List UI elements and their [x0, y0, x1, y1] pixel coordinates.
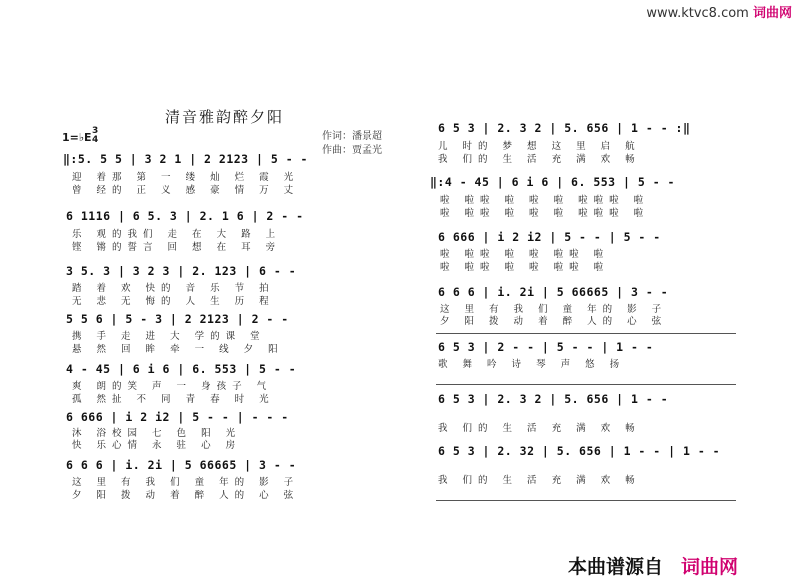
- composer-credit: 作曲：贾孟光: [322, 145, 382, 156]
- site-name: 词曲网: [752, 6, 792, 21]
- lyric-line-1: 沐 浴校园 七 色 阳 光: [72, 428, 242, 439]
- lyric-line-2: 夕 阳 拨 动 着 醉 人的 心 弦: [72, 490, 300, 501]
- lyric-line-1: 携 手 走 进 大 学的课 堂: [72, 331, 266, 342]
- lyric-line-1: 歌 舞 吟 诗 琴 声 悠 扬: [438, 359, 626, 370]
- lyric-line-1: 乐 观的我们 走 在 大 路 上: [72, 229, 282, 240]
- footer-brand: 词曲网: [681, 556, 739, 578]
- lyric-line-2: 孤 然扯 不 同 青 春 时 光: [72, 394, 275, 405]
- lyric-line-2: 无 悲 无 悔的 人 生 历 程: [72, 296, 275, 307]
- notation-line: 6 5 3 | 2. 32 | 5. 656 | 1 - - | 1 - -: [438, 444, 721, 458]
- site-url[interactable]: [646, 2, 792, 21]
- notation-line: 6 666 | i 2 i2 | 5 - - | 5 - -: [438, 230, 661, 244]
- slur-line: [436, 384, 736, 385]
- lyric-line-2: 夕 阳 拨 动 着 醉 人的 心 弦: [440, 316, 668, 327]
- notation-line: ‖:4 - 45 | 6 i 6 | 6. 553 | 5 - -: [430, 175, 675, 189]
- footer-text: 本曲谱源自: [568, 556, 664, 578]
- lyric-line-1: 我 们的 生 活 充 满 欢 畅: [438, 475, 641, 486]
- meter-bottom: 4: [92, 135, 99, 145]
- lyric-line-1: 迎 着那 第 一 缕 灿 烂 霞 光: [72, 172, 300, 183]
- lyricist-credit: 作词：潘景超: [322, 131, 382, 142]
- lyric-line-2: 铿 锵的誓言 回 想 在 耳 旁: [72, 242, 282, 253]
- lyric-line-2: 悬 然 回 眸 牵 一 线 夕 阳: [72, 344, 284, 355]
- lyric-line-1: 爽 朗的笑 声 一 身孩子 气: [72, 381, 273, 392]
- lyric-line-1: 我 们的 生 活 充 满 欢 畅: [438, 423, 641, 434]
- meter-top: 3: [92, 126, 99, 136]
- lyric-line-1: 儿 时的 梦 想 这 里 启 航: [438, 141, 641, 152]
- lyric-line-2: 曾 经的 正 义 感 豪 情 万 丈: [72, 185, 300, 196]
- key-signature: 1=♭E: [62, 131, 92, 144]
- notation-line: 5 5 6 | 5 - 3 | 2 2123 | 2 - -: [66, 312, 289, 326]
- footer-source[interactable]: [568, 552, 738, 579]
- notation-line: 3 5. 3 | 3 2 3 | 2. 123 | 6 - -: [66, 264, 297, 278]
- song-title: 清音雅韵醉夕阳: [165, 108, 285, 126]
- site-url-text: www.ktvc8.com: [646, 6, 749, 21]
- notation-line: 6 6 6 | i. 2i | 5 66665 | 3 - -: [438, 285, 669, 299]
- slur-line: [436, 333, 736, 334]
- lyric-line-1: 啦 啦啦 啦 啦 啦啦 啦: [440, 249, 610, 260]
- notation-line: ‖:5. 5 5 | 3 2 1 | 2 2123 | 5 - -: [63, 152, 308, 166]
- notation-line: 4 - 45 | 6 i 6 | 6. 553 | 5 - -: [66, 362, 297, 376]
- notation-line: 6 5 3 | 2 - - | 5 - - | 1 - -: [438, 340, 654, 354]
- notation-line: 6 666 | i 2 i2 | 5 - - | - - -: [66, 410, 289, 424]
- notation-line: 6 5 3 | 2. 3 2 | 5. 656 | 1 - -: [438, 392, 669, 406]
- lyric-line-1: 踏 着 欢 快的 音 乐 节 拍: [72, 283, 275, 294]
- lyric-line-1: 啦 啦啦 啦 啦 啦 啦啦啦 啦: [440, 195, 650, 206]
- slur-line: [436, 500, 736, 501]
- lyric-line-1: 这 里 有 我 们 童 年的 影 子: [440, 304, 668, 315]
- notation-line: 6 5 3 | 2. 3 2 | 5. 656 | 1 - - :‖: [438, 121, 691, 135]
- lyric-line-2: 啦 啦啦 啦 啦 啦啦 啦: [440, 262, 610, 273]
- lyric-line-1: 这 里 有 我 们 童 年的 影 子: [72, 477, 300, 488]
- lyric-line-2: 快 乐心情 永 驻 心 房: [72, 440, 242, 451]
- lyric-line-2: 啦 啦啦 啦 啦 啦 啦啦啦 啦: [440, 208, 650, 219]
- notation-line: 6 1116 | 6 5. 3 | 2. 1 6 | 2 - -: [66, 209, 304, 223]
- lyric-line-2: 我 们的 生 活 充 满 欢 畅: [438, 154, 641, 165]
- time-signature: [92, 127, 98, 145]
- notation-line: 6 6 6 | i. 2i | 5 66665 | 3 - -: [66, 458, 297, 472]
